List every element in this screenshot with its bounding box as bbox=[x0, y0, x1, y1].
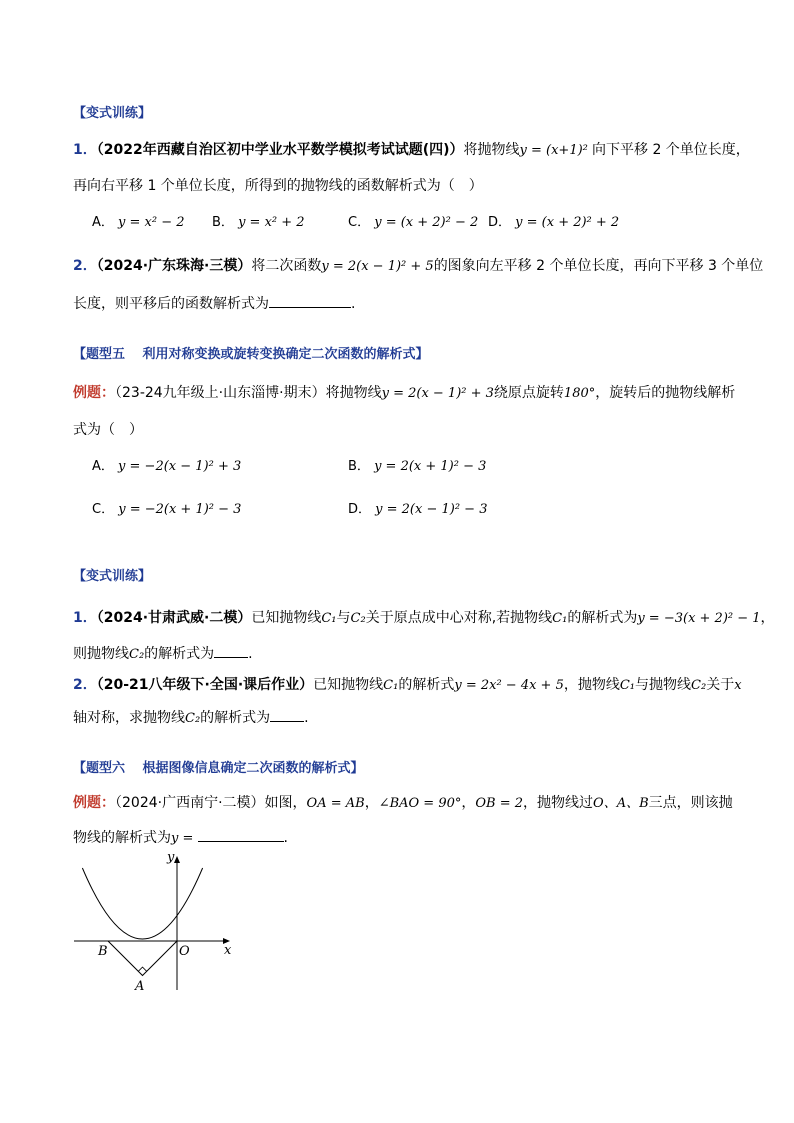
question-2-line-1 bbox=[73, 256, 763, 277]
label-x: x bbox=[224, 943, 232, 958]
symbol-c1: C₁ bbox=[552, 611, 568, 626]
formula-lhs: y = bbox=[171, 831, 198, 846]
parabola-figure bbox=[68, 848, 240, 998]
question-text: ， bbox=[760, 610, 775, 626]
question-text: 已知抛物线 bbox=[251, 610, 322, 626]
option-b bbox=[212, 213, 305, 233]
example-label: 例题： bbox=[73, 795, 115, 811]
variant-training-heading-1: 【变式训练】 bbox=[73, 106, 152, 121]
symbol-c2: C₂ bbox=[129, 647, 145, 662]
label-o: O bbox=[179, 944, 190, 959]
question-number: 1． bbox=[73, 142, 97, 158]
option-expr: y = (x + 2)² + 2 bbox=[515, 215, 620, 230]
condition: OB = 2 bbox=[475, 796, 524, 811]
variant-training-heading-2: 【变式训练】 bbox=[73, 569, 152, 584]
example-label: 例题： bbox=[73, 385, 115, 401]
question-text: 关于 bbox=[706, 677, 735, 693]
option-expr: y = x² − 2 bbox=[118, 215, 185, 230]
formula: y = 2(x − 1)² + 3 bbox=[381, 386, 494, 401]
separator: ， bbox=[364, 795, 379, 811]
question-text: 将抛物线 bbox=[325, 385, 382, 401]
option-expr: y = −2(x + 1)² − 3 bbox=[118, 502, 242, 517]
question-number: 2． bbox=[73, 258, 97, 274]
example-6-line-2 bbox=[73, 827, 288, 849]
question-text: 的解析式 bbox=[398, 677, 455, 693]
question-text: 长度，则平移后的函数解析式为 bbox=[73, 296, 269, 312]
question-source: （20-21八年级下·全国·课后作业） bbox=[96, 677, 314, 693]
option-label: A． bbox=[92, 459, 114, 474]
option-expr: y = (x + 2)² − 2 bbox=[374, 215, 479, 230]
option-d bbox=[348, 500, 487, 520]
example-6-line-1 bbox=[73, 793, 733, 814]
formula: y = −3(x + 2)² − 1 bbox=[637, 611, 761, 626]
example-source: （2024·广西南宁·二模） bbox=[115, 795, 265, 811]
question-text: 向下平移 2 个单位长度， bbox=[592, 142, 750, 158]
option-expr: y = 2(x − 1)² − 3 bbox=[375, 502, 488, 517]
option-label: D． bbox=[348, 502, 372, 517]
option-label: C． bbox=[348, 215, 371, 230]
symbol-c2: C₂ bbox=[691, 678, 707, 693]
symbol-c1: C₁ bbox=[383, 678, 399, 693]
question-1-line-2: 再向右平移 1 个单位长度，所得到的抛物线的函数解析式为（ ） bbox=[73, 178, 483, 194]
points: O、A、B bbox=[593, 796, 649, 811]
question-text: 三点，则该抛 bbox=[648, 795, 733, 811]
period: . bbox=[304, 710, 309, 726]
option-b bbox=[348, 457, 486, 477]
label-y: y bbox=[167, 850, 175, 865]
label-a: A bbox=[135, 979, 145, 994]
example-5-line-2: 式为（ ） bbox=[73, 422, 143, 438]
answer-blank[interactable] bbox=[198, 827, 284, 842]
question-source: （2024·广东珠海·三模） bbox=[96, 258, 252, 274]
y-axis-arrow bbox=[174, 856, 180, 863]
question-text: 如图， bbox=[264, 795, 307, 811]
question-text: ，抛物线过 bbox=[523, 795, 594, 811]
question-text: 将二次函数 bbox=[251, 258, 322, 274]
period: . bbox=[283, 830, 288, 846]
answer-blank[interactable] bbox=[270, 707, 304, 722]
right-angle-mark bbox=[138, 967, 146, 971]
symbol-c1: C₁ bbox=[321, 611, 337, 626]
question-text: 绕原点旋转 bbox=[493, 385, 564, 401]
variant-2-question-1-line-1 bbox=[73, 608, 775, 629]
option-label: D． bbox=[488, 215, 512, 230]
question-1-line-1 bbox=[73, 140, 750, 161]
question-text: ，旋转后的抛物线解析 bbox=[595, 385, 736, 401]
question-source: （2022年西藏自治区初中学业水平数学模拟考试试题(四)） bbox=[96, 142, 464, 158]
condition: ∠BAO = 90° bbox=[378, 796, 462, 811]
question-text: 已知抛物线 bbox=[313, 677, 384, 693]
variant-2-question-2-line-2 bbox=[73, 707, 309, 729]
formula: y = (x+1)² bbox=[519, 143, 592, 158]
option-label: A． bbox=[92, 215, 114, 230]
condition: OA = AB bbox=[306, 796, 365, 811]
symbol-c2: C₂ bbox=[350, 611, 366, 626]
question-text: 的解析式为 bbox=[144, 646, 215, 662]
option-a bbox=[92, 457, 241, 477]
variant-2-question-1-line-2 bbox=[73, 643, 253, 665]
option-label: B． bbox=[348, 459, 370, 474]
label-b: B bbox=[98, 944, 108, 959]
symbol-c2: C₂ bbox=[185, 711, 201, 726]
option-expr: y = 2(x + 1)² − 3 bbox=[374, 459, 487, 474]
variant-2-question-2-line-1 bbox=[73, 675, 742, 696]
type-5-heading: 【题型五 利用对称变换或旋转变换确定二次函数的解析式】 bbox=[73, 347, 429, 362]
period: . bbox=[248, 646, 253, 662]
question-2-line-2 bbox=[73, 293, 355, 314]
formula: y = 2x² − 4x + 5 bbox=[454, 678, 564, 693]
option-c bbox=[92, 500, 241, 520]
separator: ， bbox=[461, 795, 476, 811]
question-text: ，抛物线 bbox=[563, 677, 620, 693]
option-d bbox=[488, 213, 619, 233]
option-expr: y = −2(x − 1)² + 3 bbox=[118, 459, 242, 474]
question-text: 的图象向左平移 2 个单位长度，再向下平移 3 个单位 bbox=[433, 258, 764, 274]
option-a bbox=[92, 213, 185, 233]
question-text: 将抛物线 bbox=[463, 142, 520, 158]
question-source: （2024·甘肃武威·二模） bbox=[96, 610, 252, 626]
question-text: 的解析式为 bbox=[200, 710, 271, 726]
question-text: 关于原点成中心对称,若抛物线 bbox=[365, 610, 553, 626]
period: . bbox=[351, 296, 356, 312]
question-text: 则抛物线 bbox=[73, 646, 129, 662]
question-text: 与抛物线 bbox=[635, 677, 692, 693]
question-text: 的解析式为 bbox=[567, 610, 638, 626]
example-source: （23-24九年级上·山东淄博·期末） bbox=[115, 385, 326, 401]
question-text: 物线的解析式为 bbox=[73, 830, 171, 846]
type-6-heading: 【题型六 根据图像信息确定二次函数的解析式】 bbox=[73, 761, 364, 776]
symbol-c1: C₁ bbox=[619, 678, 636, 693]
answer-blank[interactable] bbox=[214, 643, 248, 658]
question-text: 轴对称，求抛物线 bbox=[73, 710, 185, 726]
option-expr: y = x² + 2 bbox=[238, 215, 305, 230]
option-c bbox=[348, 213, 478, 233]
question-text: 与 bbox=[336, 610, 351, 626]
angle: 180° bbox=[563, 386, 596, 401]
option-label: C． bbox=[92, 502, 115, 517]
question-number: 1． bbox=[73, 610, 97, 626]
triangle-oab bbox=[108, 941, 177, 976]
formula: y = 2(x − 1)² + 5 bbox=[321, 259, 434, 274]
question-number: 2． bbox=[73, 677, 97, 693]
option-label: B． bbox=[212, 215, 234, 230]
example-5-line-1 bbox=[73, 383, 735, 404]
variable-x: x bbox=[734, 678, 742, 693]
answer-blank[interactable] bbox=[269, 293, 351, 308]
parabola-curve bbox=[82, 868, 202, 939]
